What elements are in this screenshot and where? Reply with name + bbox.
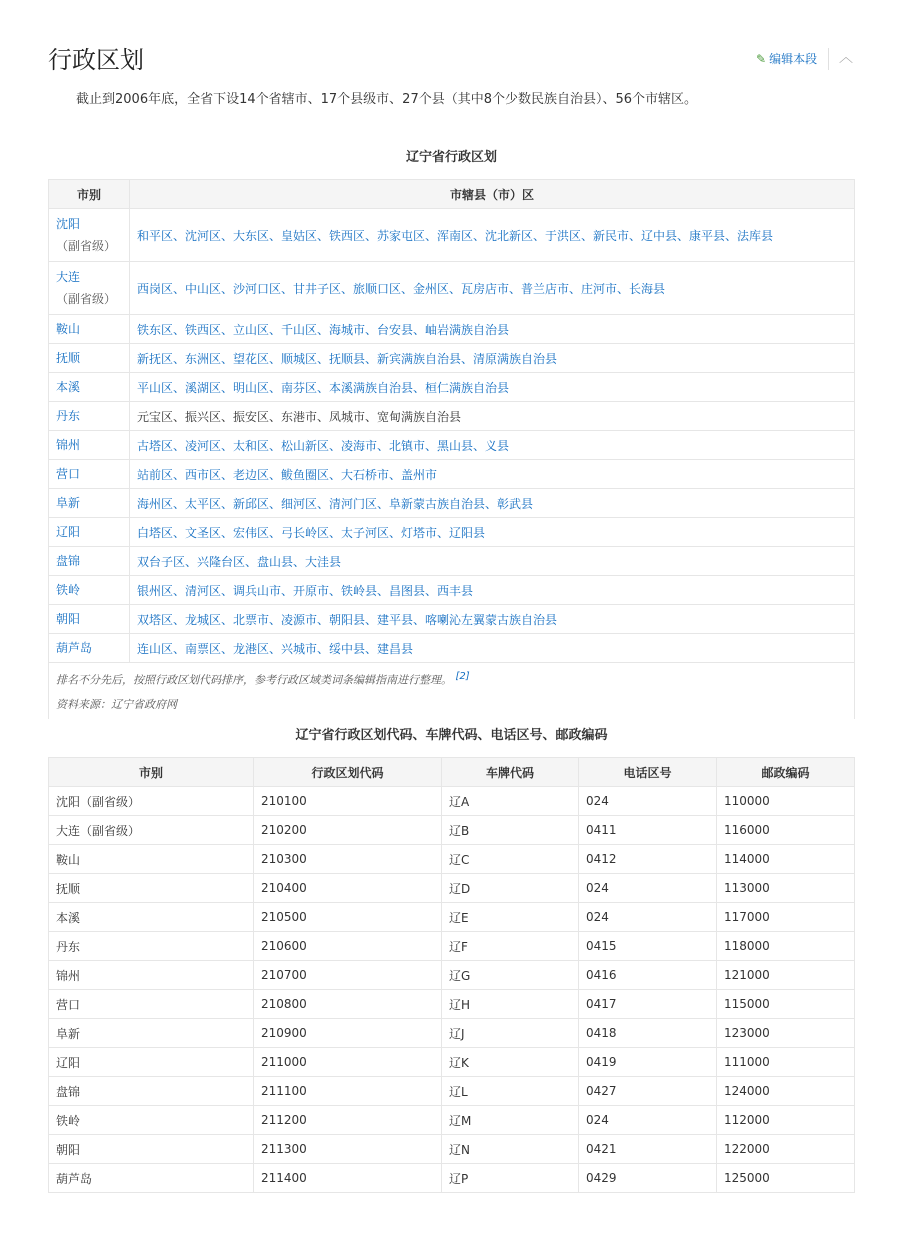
admin-code-cell: 210500 <box>254 903 442 932</box>
phone-code-cell: 024 <box>579 1106 717 1135</box>
district-list[interactable] <box>130 489 855 518</box>
city-link[interactable] <box>49 518 130 547</box>
city-cell: 营口 <box>49 990 254 1019</box>
table1-row <box>49 605 855 634</box>
table1-row <box>49 262 855 315</box>
plate-code-cell: 辽G <box>442 961 579 990</box>
district-list-text[interactable]: 双台子区、兴隆台区、盘山县、大洼县 <box>137 554 342 569</box>
city-name[interactable]: 辽阳 <box>56 525 81 539</box>
city-link[interactable] <box>49 373 130 402</box>
plate-code-cell: 辽F <box>442 932 579 961</box>
city-name[interactable]: 沈阳 <box>56 217 81 231</box>
city-name[interactable]: 盘锦 <box>56 554 81 568</box>
phone-code-cell: 0417 <box>579 990 717 1019</box>
plate-code-cell: 辽K <box>442 1048 579 1077</box>
phone-code-cell: 0421 <box>579 1135 717 1164</box>
district-list-text[interactable]: 元宝区、振兴区、振安区、东港市、凤城市、宽甸满族自治县 <box>137 409 462 424</box>
city-cell: 阜新 <box>49 1019 254 1048</box>
table1-row <box>49 460 855 489</box>
admin-code-cell: 211300 <box>254 1135 442 1164</box>
district-list[interactable] <box>130 547 855 576</box>
codes-table <box>48 757 855 1193</box>
district-list-text[interactable]: 站前区、西市区、老边区、鲅鱼圈区、大石桥市、盖州市 <box>137 467 438 482</box>
city-cell: 葫芦岛 <box>49 1164 254 1193</box>
section-intro: 截止到2006年底，全省下设14个省辖市、17个县级市、27个县（其中8个少数民族自治县）、56个市辖区。 <box>76 92 698 107</box>
admin-code-cell: 210200 <box>254 816 442 845</box>
admin-code-cell: 211100 <box>254 1077 442 1106</box>
city-cell: 锦州 <box>49 961 254 990</box>
table1-header-city: 市别 <box>49 180 130 209</box>
postal-code-cell: 115000 <box>717 990 855 1019</box>
district-list-text[interactable]: 连山区、南票区、龙港区、兴城市、绥中县、建昌县 <box>137 641 414 656</box>
district-list-text[interactable]: 和平区、沈河区、大东区、皇姑区、铁西区、苏家屯区、浑南区、沈北新区、于洪区、新民市、辽中县、康平县、法库县 <box>137 228 774 243</box>
table2-row <box>49 787 855 816</box>
plate-code-cell: 辽J <box>442 1019 579 1048</box>
city-name[interactable]: 葫芦岛 <box>56 641 93 655</box>
table2-row <box>49 903 855 932</box>
city-link[interactable] <box>49 402 130 431</box>
admin-code-cell: 211200 <box>254 1106 442 1135</box>
phone-code-cell: 0427 <box>579 1077 717 1106</box>
city-link[interactable] <box>49 344 130 373</box>
edit-section-label: 编辑本段 <box>769 52 818 66</box>
city-cell: 大连（副省级） <box>49 816 254 845</box>
city-link[interactable] <box>49 634 130 663</box>
admin-division-table <box>48 179 855 719</box>
city-link[interactable] <box>49 315 130 344</box>
section-title: 行政区划 <box>48 46 144 74</box>
table1-note-row <box>49 663 855 719</box>
city-link[interactable] <box>49 605 130 634</box>
table2-row <box>49 932 855 961</box>
plate-code-cell: 辽M <box>442 1106 579 1135</box>
plate-code-cell: 辽A <box>442 787 579 816</box>
district-list-text[interactable]: 古塔区、凌河区、太和区、松山新区、凌海市、北镇市、黑山县、义县 <box>137 438 510 453</box>
city-name[interactable]: 大连 <box>56 270 81 284</box>
table2-row <box>49 1164 855 1193</box>
table2-header-city: 市别 <box>49 758 254 787</box>
table1-header-districts: 市辖县（市）区 <box>130 180 855 209</box>
admin-code-cell: 210900 <box>254 1019 442 1048</box>
district-list[interactable] <box>130 431 855 460</box>
district-list[interactable] <box>130 344 855 373</box>
table1-row <box>49 431 855 460</box>
city-cell: 朝阳 <box>49 1135 254 1164</box>
city-subtitle: （副省级） <box>56 292 117 306</box>
city-link[interactable] <box>49 431 130 460</box>
postal-code-cell: 116000 <box>717 816 855 845</box>
phone-code-cell: 0412 <box>579 845 717 874</box>
table1-row <box>49 518 855 547</box>
table1-row <box>49 209 855 262</box>
table1-row <box>49 634 855 663</box>
city-link[interactable] <box>49 262 130 315</box>
postal-code-cell: 111000 <box>717 1048 855 1077</box>
district-list[interactable] <box>130 576 855 605</box>
table1-row <box>49 344 855 373</box>
city-name[interactable]: 鞍山 <box>56 322 81 336</box>
plate-code-cell: 辽C <box>442 845 579 874</box>
city-cell: 抚顺 <box>49 874 254 903</box>
table2-row <box>49 1077 855 1106</box>
city-cell: 丹东 <box>49 932 254 961</box>
district-list[interactable] <box>130 373 855 402</box>
postal-code-cell: 124000 <box>717 1077 855 1106</box>
district-list[interactable] <box>130 605 855 634</box>
table1-row <box>49 373 855 402</box>
city-name[interactable]: 锦州 <box>56 438 81 452</box>
phone-code-cell: 024 <box>579 787 717 816</box>
phone-code-cell: 0411 <box>579 816 717 845</box>
table2-row <box>49 845 855 874</box>
postal-code-cell: 112000 <box>717 1106 855 1135</box>
city-name[interactable]: 本溪 <box>56 380 81 394</box>
table2-row <box>49 1106 855 1135</box>
city-name[interactable]: 阜新 <box>56 496 81 510</box>
district-list-text[interactable]: 银州区、清河区、调兵山市、开原市、铁岭县、昌图县、西丰县 <box>137 583 474 598</box>
plate-code-cell: 辽B <box>442 816 579 845</box>
city-name[interactable]: 丹东 <box>56 409 81 423</box>
table2-header-plate-code: 车牌代码 <box>442 758 579 787</box>
table2-header-admin-code: 行政区划代码 <box>254 758 442 787</box>
city-cell: 铁岭 <box>49 1106 254 1135</box>
table1-row <box>49 576 855 605</box>
postal-code-cell: 125000 <box>717 1164 855 1193</box>
collapse-chevron-up-icon[interactable]: ︿ <box>839 50 853 66</box>
table2-row <box>49 1019 855 1048</box>
postal-code-cell: 121000 <box>717 961 855 990</box>
table1-note <box>49 663 855 719</box>
admin-code-cell: 210400 <box>254 874 442 903</box>
plate-code-cell: 辽D <box>442 874 579 903</box>
district-list[interactable] <box>130 634 855 663</box>
postal-code-cell: 113000 <box>717 874 855 903</box>
table1-caption: 辽宁省行政区划 <box>405 150 497 165</box>
pencil-icon: ✎ <box>756 52 767 66</box>
admin-code-cell: 210700 <box>254 961 442 990</box>
district-list-text[interactable]: 铁东区、铁西区、立山区、千山区、海城市、台安县、岫岩满族自治县 <box>137 322 510 337</box>
table1-row <box>49 489 855 518</box>
city-link[interactable] <box>49 460 130 489</box>
edit-section-button[interactable] <box>756 50 817 68</box>
district-list[interactable] <box>130 460 855 489</box>
table2-row <box>49 874 855 903</box>
plate-code-cell: 辽L <box>442 1077 579 1106</box>
district-list[interactable] <box>130 402 855 431</box>
table2-row <box>49 1048 855 1077</box>
district-list-text[interactable]: 西岗区、中山区、沙河口区、甘井子区、旅顺口区、金州区、瓦房店市、普兰店市、庄河市、长海县 <box>137 281 666 296</box>
postal-code-cell: 114000 <box>717 845 855 874</box>
admin-code-cell: 210800 <box>254 990 442 1019</box>
postal-code-cell: 123000 <box>717 1019 855 1048</box>
city-link[interactable] <box>49 489 130 518</box>
city-cell: 鞍山 <box>49 845 254 874</box>
toolbar-divider <box>828 48 829 70</box>
admin-code-cell: 210300 <box>254 845 442 874</box>
city-name[interactable]: 营口 <box>56 467 81 481</box>
district-list-text[interactable]: 双塔区、龙城区、北票市、凌源市、朝阳县、建平县、喀喇沁左翼蒙古族自治县 <box>137 612 558 627</box>
table2-caption: 辽宁省行政区划代码、车牌代码、电话区号、邮政编码 <box>295 728 608 743</box>
city-cell: 辽阳 <box>49 1048 254 1077</box>
table-note-text: 排名不分先后，按照行政区划代码排序，参考行政区域类词条编辑指南进行整理。 <box>56 673 452 687</box>
city-subtitle: （副省级） <box>56 239 117 253</box>
phone-code-cell: 0419 <box>579 1048 717 1077</box>
postal-code-cell: 118000 <box>717 932 855 961</box>
table2-row <box>49 961 855 990</box>
phone-code-cell: 0416 <box>579 961 717 990</box>
city-link[interactable] <box>49 209 130 262</box>
district-list-text[interactable]: 海州区、太平区、新邱区、细河区、清河门区、阜新蒙古族自治县、彰武县 <box>137 496 534 511</box>
reference-link[interactable]: [2] <box>455 671 470 682</box>
city-link[interactable] <box>49 547 130 576</box>
table1-row <box>49 547 855 576</box>
district-list[interactable] <box>130 315 855 344</box>
table2-row <box>49 1135 855 1164</box>
city-cell: 本溪 <box>49 903 254 932</box>
table2-row <box>49 816 855 845</box>
plate-code-cell: 辽H <box>442 990 579 1019</box>
phone-code-cell: 0418 <box>579 1019 717 1048</box>
district-list-text[interactable]: 白塔区、文圣区、宏伟区、弓长岭区、太子河区、灯塔市、辽阳县 <box>137 525 486 540</box>
city-cell: 盘锦 <box>49 1077 254 1106</box>
city-name[interactable]: 抚顺 <box>56 351 81 365</box>
admin-code-cell: 211400 <box>254 1164 442 1193</box>
table2-header-phone-code: 电话区号 <box>579 758 717 787</box>
district-list-text[interactable]: 平山区、溪湖区、明山区、南芬区、本溪满族自治县、桓仁满族自治县 <box>137 380 510 395</box>
admin-code-cell: 211000 <box>254 1048 442 1077</box>
district-list-text[interactable]: 新抚区、东洲区、望花区、顺城区、抚顺县、新宾满族自治县、清原满族自治县 <box>137 351 558 366</box>
postal-code-cell: 122000 <box>717 1135 855 1164</box>
admin-code-cell: 210100 <box>254 787 442 816</box>
table1-row <box>49 315 855 344</box>
city-cell: 沈阳（副省级） <box>49 787 254 816</box>
district-list[interactable] <box>130 262 855 315</box>
phone-code-cell: 0429 <box>579 1164 717 1193</box>
table2-row <box>49 990 855 1019</box>
postal-code-cell: 110000 <box>717 787 855 816</box>
table1-row <box>49 402 855 431</box>
phone-code-cell: 024 <box>579 903 717 932</box>
table2-header-postal-code: 邮政编码 <box>717 758 855 787</box>
phone-code-cell: 024 <box>579 874 717 903</box>
city-link[interactable] <box>49 576 130 605</box>
admin-code-cell: 210600 <box>254 932 442 961</box>
district-list[interactable] <box>130 518 855 547</box>
phone-code-cell: 0415 <box>579 932 717 961</box>
plate-code-cell: 辽P <box>442 1164 579 1193</box>
district-list[interactable] <box>130 209 855 262</box>
plate-code-cell: 辽E <box>442 903 579 932</box>
city-name[interactable]: 朝阳 <box>56 612 81 626</box>
table-source-text: 资料来源：辽宁省政府网 <box>56 697 177 711</box>
postal-code-cell: 117000 <box>717 903 855 932</box>
city-name[interactable]: 铁岭 <box>56 583 81 597</box>
plate-code-cell: 辽N <box>442 1135 579 1164</box>
